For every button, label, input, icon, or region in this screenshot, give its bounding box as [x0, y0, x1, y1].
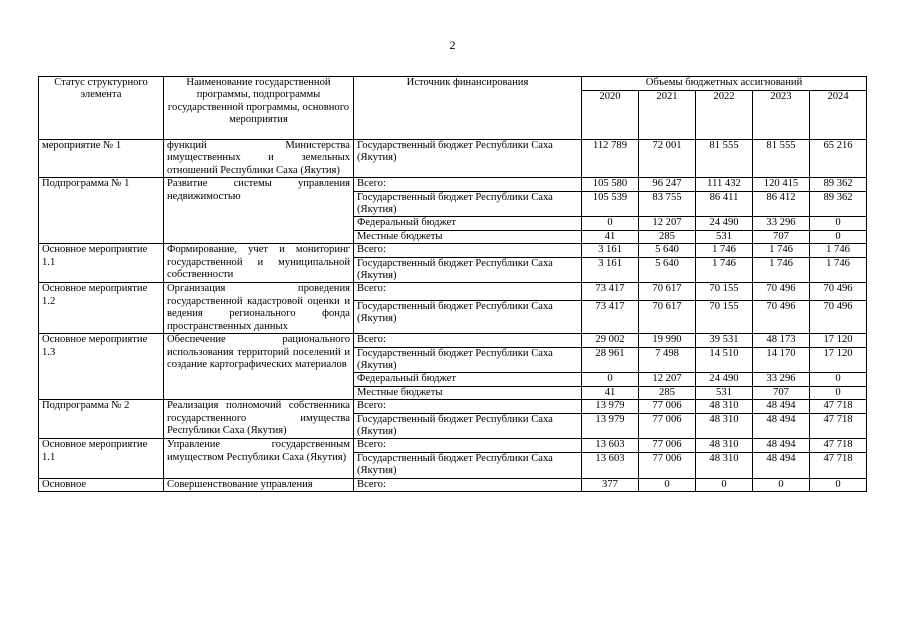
value-cell: 0	[639, 478, 696, 491]
value-cell: 19 990	[639, 334, 696, 347]
value-cell: 0	[582, 373, 639, 386]
value-cell: 47 718	[810, 413, 867, 439]
value-cell: 96 247	[639, 178, 696, 191]
value-cell: 89 362	[810, 178, 867, 191]
status-cell: Основное мероприятие 1.1	[39, 439, 164, 478]
value-cell: 14 510	[696, 347, 753, 373]
value-cell: 3 161	[582, 244, 639, 257]
value-cell: 1 746	[696, 257, 753, 283]
value-cell: 1 746	[810, 257, 867, 283]
status-cell: Подпрограмма № 2	[39, 400, 164, 439]
source-cell: Государственный бюджет Республики Саха (Якутия)	[354, 191, 582, 217]
value-cell: 0	[582, 217, 639, 230]
value-cell: 48 310	[696, 413, 753, 439]
name-cell: Совершенствование управления	[164, 478, 354, 491]
value-cell: 0	[810, 217, 867, 230]
table-row	[39, 178, 867, 191]
source-cell: Всего:	[354, 283, 582, 300]
value-cell: 285	[639, 230, 696, 243]
table-row	[39, 400, 867, 413]
source-cell: Местные бюджеты	[354, 386, 582, 399]
value-cell: 77 006	[639, 400, 696, 413]
value-cell: 77 006	[639, 413, 696, 439]
value-cell: 24 490	[696, 217, 753, 230]
value-cell: 13 603	[582, 439, 639, 452]
table-row	[39, 244, 867, 257]
source-cell: Государственный бюджет Республики Саха (Якутия)	[354, 413, 582, 439]
value-cell: 7 498	[639, 347, 696, 373]
value-cell: 105 580	[582, 178, 639, 191]
value-cell: 12 207	[639, 217, 696, 230]
table-row	[39, 283, 867, 300]
source-cell: Федеральный бюджет	[354, 373, 582, 386]
source-cell: Государственный бюджет Республики Саха (Якутия)	[354, 347, 582, 373]
header-source: Источник финансирования	[354, 77, 582, 140]
header-year: 2021	[639, 91, 696, 140]
status-cell: Основное	[39, 478, 164, 491]
header-year: 2023	[753, 91, 810, 140]
value-cell: 41	[582, 386, 639, 399]
header-year: 2020	[582, 91, 639, 140]
table-row	[39, 478, 867, 491]
value-cell: 17 120	[810, 347, 867, 373]
value-cell: 48 310	[696, 452, 753, 478]
value-cell: 86 411	[696, 191, 753, 217]
value-cell: 13 979	[582, 400, 639, 413]
value-cell: 70 496	[810, 283, 867, 300]
source-cell: Государственный бюджет Республики Саха (Якутия)	[354, 257, 582, 283]
value-cell: 285	[639, 386, 696, 399]
value-cell: 48 310	[696, 400, 753, 413]
source-cell: Всего:	[354, 244, 582, 257]
header-budget-group: Объемы бюджетных ассигнований	[582, 77, 867, 91]
value-cell: 0	[810, 373, 867, 386]
value-cell: 33 296	[753, 373, 810, 386]
value-cell: 48 494	[753, 439, 810, 452]
value-cell: 65 216	[810, 140, 867, 178]
source-cell: Всего:	[354, 439, 582, 452]
status-cell: Подпрограмма № 1	[39, 178, 164, 244]
value-cell: 48 494	[753, 452, 810, 478]
name-cell: Формирование, учет и мониторинг государственной и муниципальной собственности	[164, 244, 354, 283]
value-cell: 72 001	[639, 140, 696, 178]
table-row	[39, 140, 867, 178]
value-cell: 89 362	[810, 191, 867, 217]
value-cell: 81 555	[753, 140, 810, 178]
value-cell: 41	[582, 230, 639, 243]
value-cell: 1 746	[753, 257, 810, 283]
source-cell: Всего:	[354, 478, 582, 491]
source-cell: Государственный бюджет Республики Саха (Якутия)	[354, 300, 582, 333]
value-cell: 70 496	[753, 300, 810, 333]
name-cell: Управление государственным имуществом Республики Саха (Якутия)	[164, 439, 354, 478]
value-cell: 24 490	[696, 373, 753, 386]
status-cell: Основное мероприятие 1.2	[39, 283, 164, 334]
value-cell: 1 746	[753, 244, 810, 257]
value-cell: 70 617	[639, 300, 696, 333]
source-cell: Государственный бюджет Республики Саха (Якутия)	[354, 452, 582, 478]
value-cell: 70 155	[696, 300, 753, 333]
value-cell: 29 002	[582, 334, 639, 347]
header-status: Статус структурного элемента	[39, 77, 164, 140]
source-cell: Всего:	[354, 400, 582, 413]
value-cell: 48 173	[753, 334, 810, 347]
value-cell: 111 432	[696, 178, 753, 191]
name-cell: Реализация полномочий собственника государственного имущества Республики Саха (Якутия)	[164, 400, 354, 439]
budget-table	[38, 76, 867, 492]
page-number: 2	[449, 38, 456, 52]
value-cell: 1 746	[810, 244, 867, 257]
value-cell: 120 415	[753, 178, 810, 191]
value-cell: 12 207	[639, 373, 696, 386]
header-name: Наименование государственной программы, подпрограммы государственной программы, основного мероприятия	[164, 77, 354, 140]
value-cell: 531	[696, 386, 753, 399]
value-cell: 531	[696, 230, 753, 243]
table-row	[39, 439, 867, 452]
value-cell: 73 417	[582, 283, 639, 300]
value-cell: 47 718	[810, 400, 867, 413]
header-year: 2024	[810, 91, 867, 140]
source-cell: Федеральный бюджет	[354, 217, 582, 230]
value-cell: 70 155	[696, 283, 753, 300]
value-cell: 70 496	[810, 300, 867, 333]
value-cell: 0	[810, 478, 867, 491]
value-cell: 112 789	[582, 140, 639, 178]
value-cell: 77 006	[639, 439, 696, 452]
value-cell: 1 746	[696, 244, 753, 257]
name-cell: Организация проведения государственной кадастровой оценки и ведения регионального фонда пространственных данных	[164, 283, 354, 334]
source-cell: Государственный бюджет Республики Саха (Якутия)	[354, 140, 582, 178]
status-cell: Основное мероприятие 1.3	[39, 334, 164, 400]
value-cell: 86 412	[753, 191, 810, 217]
value-cell: 707	[753, 386, 810, 399]
value-cell: 0	[810, 230, 867, 243]
value-cell: 47 718	[810, 439, 867, 452]
value-cell: 47 718	[810, 452, 867, 478]
value-cell: 28 961	[582, 347, 639, 373]
status-cell: мероприятие № 1	[39, 140, 164, 178]
value-cell: 77 006	[639, 452, 696, 478]
value-cell: 3 161	[582, 257, 639, 283]
name-cell: Обеспечение рационального использования территорий поселений и создание картографических материалов	[164, 334, 354, 400]
value-cell: 707	[753, 230, 810, 243]
value-cell: 33 296	[753, 217, 810, 230]
name-cell: функций Министерства имущественных и земельных отношений Республики Саха (Якутия)	[164, 140, 354, 178]
source-cell: Всего:	[354, 334, 582, 347]
value-cell: 14 170	[753, 347, 810, 373]
value-cell: 17 120	[810, 334, 867, 347]
value-cell: 0	[696, 478, 753, 491]
value-cell: 39 531	[696, 334, 753, 347]
table-row	[39, 334, 867, 347]
value-cell: 70 496	[753, 283, 810, 300]
header-year: 2022	[696, 91, 753, 140]
value-cell: 70 617	[639, 283, 696, 300]
value-cell: 13 979	[582, 413, 639, 439]
value-cell: 81 555	[696, 140, 753, 178]
status-cell: Основное мероприятие 1.1	[39, 244, 164, 283]
value-cell: 83 755	[639, 191, 696, 217]
value-cell: 48 310	[696, 439, 753, 452]
value-cell: 377	[582, 478, 639, 491]
value-cell: 0	[753, 478, 810, 491]
value-cell: 0	[810, 386, 867, 399]
source-cell: Местные бюджеты	[354, 230, 582, 243]
value-cell: 73 417	[582, 300, 639, 333]
name-cell: Развитие системы управления недвижимостью	[164, 178, 354, 244]
value-cell: 105 539	[582, 191, 639, 217]
value-cell: 5 640	[639, 244, 696, 257]
value-cell: 13 603	[582, 452, 639, 478]
value-cell: 48 494	[753, 413, 810, 439]
source-cell: Всего:	[354, 178, 582, 191]
value-cell: 48 494	[753, 400, 810, 413]
value-cell: 5 640	[639, 257, 696, 283]
